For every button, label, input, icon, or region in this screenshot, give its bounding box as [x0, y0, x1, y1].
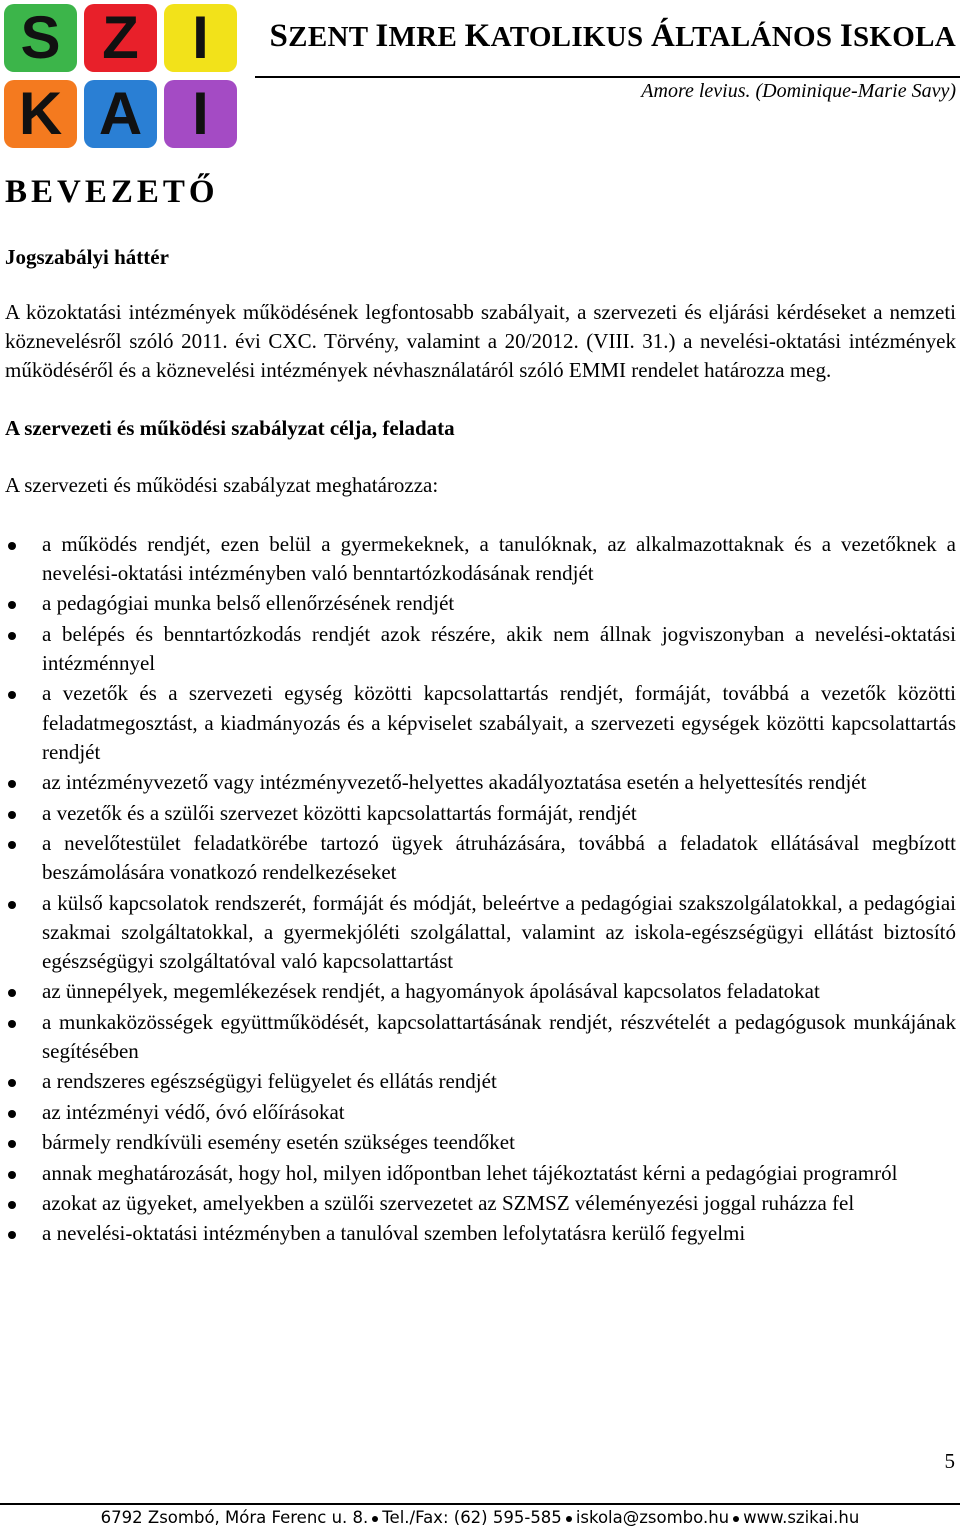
school-name-cap: I	[375, 18, 389, 54]
bullet-text: a nevelési-oktatási intézményben a tanulóval szemben lefolytatásra kerülő fegyelmi	[42, 1221, 746, 1246]
logo-tile-i: I	[164, 4, 237, 72]
school-name-cap: Á	[650, 18, 676, 54]
bullet-text: bármely rendkívüli esemény esetén szükséges teendőket	[42, 1130, 515, 1155]
bullet-item	[5, 1098, 956, 1127]
bullet-dot-icon	[8, 1110, 16, 1118]
footer-divider	[0, 1503, 960, 1505]
school-logo	[4, 4, 242, 152]
logo-tile-z: Z	[84, 4, 157, 72]
bullet-text: az intézményvezető vagy intézményvezető-helyettes akadályoztatása esetén a helyettesítés rendjét	[42, 770, 867, 795]
bullet-item	[5, 768, 956, 797]
page-footer	[0, 1508, 960, 1527]
footer-email: iskola@zsombo.hu	[575, 1508, 730, 1527]
bullet-dot-icon	[8, 1020, 16, 1028]
bullet-text: a működés rendjét, ezen belül a gyermekeknek, a tanulóknak, az alkalmazottaknak és a vezetőknek a nevelési-oktatási intézményben való benntartózkodásának rendjét	[42, 531, 956, 586]
bullet-text: a rendszeres egészségügyi felügyelet és ellátás rendjét	[42, 1069, 497, 1094]
bullet-item	[5, 829, 956, 887]
bullet-text: a nevelőtestület feladatkörébe tartozó ügyek átruházására, továbbá a feladatok ellátásával megbízott beszámolására vonatkozó rendelkezéseket	[42, 830, 956, 885]
bullet-item	[5, 1219, 956, 1248]
bullet-item	[5, 1189, 956, 1218]
bullet-item	[5, 620, 956, 678]
school-name-rest: LTALÁNOS	[675, 21, 840, 53]
bullet-text: a külső kapcsolatok rendszerét, formáját és módját, beleértve a pedagógiai szakszolgálatokkal, a pedagógiai szakmai szolgáltatokkal, a gyermekjóléti szolgálattal, valamint az iskola-egészségügyi ellátást biztosító egészségügyi szolgáltatóval való kapcsolattartást	[42, 890, 956, 973]
bullet-dot-icon	[8, 780, 16, 788]
bullet-item	[5, 530, 956, 588]
bullet-dot-icon	[8, 542, 16, 550]
section-heading-legal-background: Jogszabályi háttér	[5, 245, 169, 269]
bullet-dot-icon	[8, 989, 16, 997]
bullet-item	[5, 799, 956, 828]
bullet-dot-icon	[8, 1231, 16, 1239]
logo-tile-k: K	[4, 80, 77, 148]
bullet-item	[5, 589, 956, 618]
bullet-dot-icon	[8, 1171, 16, 1179]
bullet-dot-icon	[8, 811, 16, 819]
bullet-text: annak meghatározását, hogy hol, milyen időpontban lehet tájékoztatást kérni a pedagógiai programról	[42, 1160, 898, 1185]
school-name-cap: S	[269, 18, 289, 54]
bullet-item	[5, 1159, 956, 1188]
logo-tile-a: A	[84, 80, 157, 148]
bullet-item	[5, 1128, 956, 1157]
bullet-item	[5, 977, 956, 1006]
bullet-text: a vezetők és a szülői szervezet közötti kapcsolattartás formáját, rendjét	[42, 800, 637, 825]
purpose-intro: A szervezeti és működési szabályzat meghatározza:	[5, 472, 439, 497]
header-divider	[255, 76, 960, 78]
school-name-cap: K	[464, 18, 491, 54]
school-name-rest: ATOLIKUS	[490, 21, 651, 53]
school-name-rest: SKOLA	[852, 21, 956, 53]
bullet-text: a munkaközösségek együttműködését, kapcsolattartásának rendjét, részvételét a pedagógusok munkájának segítésében	[42, 1009, 956, 1063]
logo-tile-i2: I	[164, 80, 237, 148]
document-title: BEVEZETŐ	[5, 174, 219, 210]
document-body	[5, 170, 956, 1250]
bullet-separator-icon	[566, 1516, 572, 1522]
bullet-text: az ünnepélyek, megemlékezések rendjét, a hagyományok ápolásával kapcsolatos feladatokat	[42, 979, 820, 1004]
bullet-item	[5, 679, 956, 767]
bullet-dot-icon	[8, 841, 16, 849]
bullet-text: azokat az ügyeket, amelyekben a szülői szervezetet az SZMSZ véleményezési joggal ruházza fel	[42, 1190, 855, 1215]
footer-website: www.szikai.hu	[743, 1508, 860, 1527]
bullet-item	[5, 1008, 956, 1066]
footer-address: 6792 Zsombó, Móra Ferenc u. 8.	[100, 1508, 369, 1527]
bullet-dot-icon	[8, 1140, 16, 1148]
bullet-dot-icon	[8, 1201, 16, 1209]
bullet-dot-icon	[8, 901, 16, 909]
section-heading-purpose: A szervezeti és működési szabályzat célja, feladata	[5, 415, 455, 440]
bullet-text: az intézményi védő, óvó előírásokat	[42, 1099, 345, 1124]
school-name-rest: MRE	[388, 21, 465, 53]
footer-phone: Tel./Fax: (62) 595-585	[382, 1508, 562, 1527]
school-motto: Amore levius. (Dominique-Marie Savy)	[641, 80, 956, 102]
bullet-item	[5, 889, 956, 977]
bullet-dot-icon	[8, 1079, 16, 1087]
legal-background-paragraph: A közoktatási intézmények működésének legfontosabb szabályait, a szervezeti és eljárási kérdéseket a nemzeti köznevelésről szóló 2011. évi CXC. Törvény, valamint a 20/2012. (VIII. 31.) a nevelési-oktatási intézmények működéséről és a köznevelési intézmények névhasználatáról szóló EMMI rendelet határozza meg.	[5, 300, 956, 383]
bullet-item	[5, 1067, 956, 1096]
bullet-text: a vezetők és a szervezeti egység közötti kapcsolattartás rendjét, formáját, továbbá a vezetők közötti feladatmegosztást, a kiadmányozás és a képviselet szabályait, a szervezeti egységek közötti kapcsolattartás rendjét	[42, 681, 956, 764]
bullet-text: a belépés és benntartózkodás rendjét azok részére, akik nem állnak jogviszonyban a nevelési-oktatási intézménnyel	[42, 621, 956, 675]
bullet-dot-icon	[8, 632, 16, 640]
page-number: 5	[944, 1449, 955, 1473]
bullet-separator-icon	[372, 1516, 378, 1522]
bullet-text: a pedagógiai munka belső ellenőrzésének rendjét	[42, 591, 455, 616]
bullet-dot-icon	[8, 601, 16, 609]
bullet-dot-icon	[8, 691, 16, 699]
logo-tile-s: S	[4, 4, 77, 72]
bullet-separator-icon	[733, 1516, 739, 1522]
school-name-cap: I	[839, 18, 853, 54]
school-name	[270, 18, 956, 55]
school-name-rest: ZENT	[288, 21, 376, 53]
purpose-bullet-list	[5, 530, 956, 1249]
